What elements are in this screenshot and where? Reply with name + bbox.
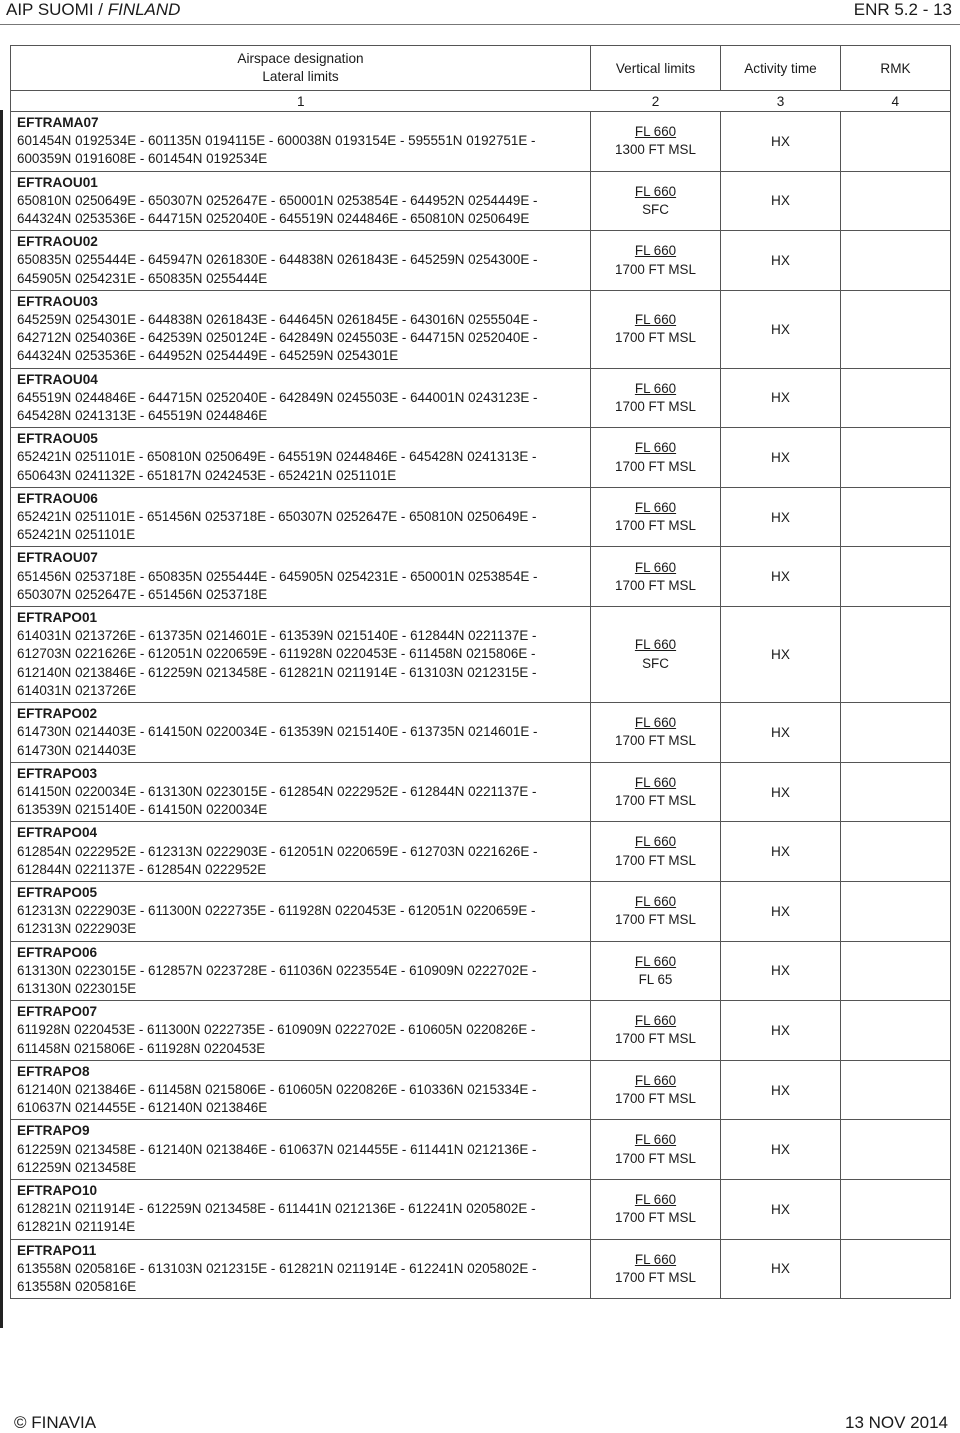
airspace-name: EFTRAOU05 [17,431,98,447]
lateral-limits: 652421N 0251101E - 650810N 0250649E - 645519N 0244846E - 645428N 0241313E - 650643N 0241132E - 651817N 0242453E - 652421N 0251101E [17,449,537,483]
airspace-cell [11,1179,591,1239]
lower-limit: 1700 FT MSL [615,1210,696,1226]
airspace-name: EFTRAPO03 [17,765,98,781]
table-row [11,171,951,231]
lower-limit: SFC [642,655,669,671]
airspace-cell [11,368,591,428]
remarks [841,762,951,822]
col-number: 2 [591,91,721,112]
upper-limit: FL 660 [634,243,677,259]
vertical-limits-cell [591,1179,721,1239]
lateral-limits: 612313N 0222903E - 611300N 0222735E - 611928N 0220453E - 612051N 0220659E - 612313N 0222903E [17,903,536,937]
col-vertical-limits: Vertical limits [591,46,721,91]
remarks [841,1120,951,1180]
remarks [841,607,951,703]
lower-limit: 1700 FT MSL [615,261,696,277]
airspace-cell [11,941,591,1001]
lateral-limits: 612854N 0222952E - 612313N 0222903E - 612051N 0220659E - 612703N 0221626E - 612844N 0221137E - 612854N 0222952E [17,843,538,877]
table-row [11,881,951,941]
remarks [841,703,951,763]
activity-time: HX [721,703,841,763]
lower-limit: 1700 FT MSL [615,733,696,749]
lateral-limits: 613558N 0205816E - 613103N 0212315E - 612821N 0211914E - 612241N 0205802E - 613558N 0205816E [17,1260,537,1294]
lateral-limits: 614031N 0213726E - 613735N 0214601E - 613539N 0215140E - 612844N 0221137E - 612703N 0221626E - 612051N 0220659E - 611928N 0220453E - 611458N 0215806E - 612140N 0213846E - 612259N 0213458E - 612821N 0211914E - 613103N 0212315E - 614031N 0213726E [17,628,537,698]
lower-limit: 1700 FT MSL [615,1091,696,1107]
airspace-name: EFTRAPO06 [17,944,98,960]
change-bar [0,110,3,1328]
vertical-limits-cell [591,171,721,231]
airspace-cell [11,290,591,368]
table-row [11,1001,951,1061]
activity-time: HX [721,762,841,822]
lateral-limits: 611928N 0220453E - 611300N 0222735E - 610909N 0222702E - 610605N 0220826E - 611458N 0215806E - 611928N 0220453E [17,1022,536,1056]
airspace-name: EFTRAOU07 [17,550,98,566]
vertical-limits-cell [591,547,721,607]
activity-time: HX [721,607,841,703]
airspace-cell [11,112,591,172]
vertical-limits-cell [591,703,721,763]
table-row [11,941,951,1001]
vertical-limits-cell [591,762,721,822]
upper-limit: FL 660 [634,440,677,456]
airspace-cell [11,487,591,547]
airspace-cell [11,547,591,607]
lower-limit: 1700 FT MSL [615,1269,696,1285]
remarks [841,231,951,291]
vertical-limits-cell [591,941,721,1001]
upper-limit: FL 660 [634,774,677,790]
table-row [11,368,951,428]
upper-limit: FL 660 [634,1013,677,1029]
upper-limit: FL 660 [634,715,677,731]
lateral-limits: 651456N 0253718E - 650835N 0255444E - 645905N 0254231E - 650001N 0253854E - 650307N 0252647E - 651456N 0253718E [17,568,538,602]
upper-limit: FL 660 [634,124,677,140]
airspace-cell [11,428,591,488]
activity-time: HX [721,112,841,172]
vertical-limits-cell [591,1120,721,1180]
activity-time: HX [721,941,841,1001]
vertical-limits-cell [591,112,721,172]
airspace-cell [11,822,591,882]
remarks [841,547,951,607]
vertical-limits-cell [591,290,721,368]
remarks [841,428,951,488]
lower-limit: FL 65 [638,971,673,987]
activity-time: HX [721,290,841,368]
page-number: ENR 5.2 - 13 [853,0,952,19]
lower-limit: 1700 FT MSL [615,1031,696,1047]
table-row [11,112,951,172]
upper-limit: FL 660 [634,834,677,850]
col-designation: Airspace designation Lateral limits [11,46,591,91]
airspace-cell [11,607,591,703]
activity-time: HX [721,171,841,231]
lateral-limits: 601454N 0192534E - 601135N 0194115E - 600038N 0193154E - 595551N 0192751E - 600359N 0191608E - 601454N 0192534E [17,133,536,167]
airspace-name: EFTRAPO01 [17,610,98,626]
activity-time: HX [721,881,841,941]
airspace-cell [11,1060,591,1120]
upper-limit: FL 660 [634,1072,677,1088]
copyright: © FINAVIA [14,1413,97,1432]
lower-limit: 1700 FT MSL [615,1150,696,1166]
remarks [841,822,951,882]
aip-title: AIP SUOMI / FINLAND [6,0,181,19]
airspace-table [10,45,951,1299]
col-number: 1 [11,91,591,112]
upper-limit: FL 660 [634,499,677,515]
table-row [11,762,951,822]
upper-limit: FL 660 [634,1192,677,1208]
table-row [11,1179,951,1239]
lateral-limits: 645519N 0244846E - 644715N 0252040E - 642849N 0245503E - 644001N 0243123E - 645428N 0241313E - 645519N 0244846E [17,389,538,424]
upper-limit: FL 660 [634,1251,677,1267]
lateral-limits: 614730N 0214403E - 614150N 0220034E - 613539N 0215140E - 613735N 0214601E - 614730N 0214403E [17,724,538,758]
lateral-limits: 650810N 0250649E - 650307N 0252647E - 650001N 0253854E - 644952N 0254449E - 644324N 0253536E - 644715N 0252040E - 645519N 0244846E - 650810N 0250649E [17,192,538,227]
vertical-limits-cell [591,428,721,488]
col-activity-time: Activity time [721,46,841,91]
lower-limit: 1300 FT MSL [615,142,696,158]
vertical-limits-cell [591,231,721,291]
airspace-name: EFTRAPO8 [17,1063,90,1079]
header-divider [0,24,960,25]
remarks [841,487,951,547]
lateral-limits: 650835N 0255444E - 645947N 0261830E - 644838N 0261843E - 645259N 0254300E - 645905N 0254231E - 650835N 0255444E [17,252,538,286]
remarks [841,1239,951,1299]
airspace-cell [11,231,591,291]
airspace-name: EFTRAPO04 [17,825,98,841]
airspace-name: EFTRAPO10 [17,1182,98,1198]
airspace-cell [11,1001,591,1061]
airspace-cell [11,1239,591,1299]
lower-limit: 1700 FT MSL [615,793,696,808]
vertical-limits-cell [591,822,721,882]
activity-time: HX [721,1060,841,1120]
table-row [11,1060,951,1120]
remarks [841,1179,951,1239]
remarks [841,171,951,231]
vertical-limits-cell [591,881,721,941]
upper-limit: FL 660 [634,894,677,910]
table-row [11,231,951,291]
vertical-limits-cell [591,487,721,547]
activity-time: HX [721,547,841,607]
remarks [841,941,951,1001]
vertical-limits-cell [591,1239,721,1299]
upper-limit: FL 660 [634,953,677,969]
lower-limit: 1700 FT MSL [615,577,696,593]
activity-time: HX [721,428,841,488]
activity-time: HX [721,1001,841,1061]
lateral-limits: 613130N 0223015E - 612857N 0223728E - 611036N 0223554E - 610909N 0222702E - 613130N 0223015E [17,962,537,996]
publication-date: 13 NOV 2014 [844,1413,948,1432]
table-row [11,1120,951,1180]
lateral-limits: 612140N 0213846E - 611458N 0215806E - 610605N 0220826E - 610336N 0215334E - 610637N 0214455E - 612140N 0213846E [17,1081,537,1116]
table-row [11,822,951,882]
table-row [11,547,951,607]
upper-limit: FL 660 [634,1132,677,1148]
activity-time: HX [721,1120,841,1180]
table-row [11,487,951,547]
vertical-limits-cell [591,1001,721,1061]
activity-time: HX [721,822,841,882]
lower-limit: 1700 FT MSL [615,852,696,868]
table-row [11,1239,951,1299]
vertical-limits-cell [591,1060,721,1120]
airspace-name: EFTRAPO9 [17,1123,90,1139]
airspace-name: EFTRAOU03 [17,293,98,309]
airspace-name: EFTRAPO11 [17,1242,97,1258]
remarks [841,368,951,428]
lower-limit: 1700 FT MSL [615,330,696,346]
activity-time: HX [721,1179,841,1239]
remarks [841,112,951,172]
table-row [11,607,951,703]
airspace-cell [11,762,591,822]
vertical-limits-cell [591,607,721,703]
remarks [841,290,951,368]
lower-limit: 1700 FT MSL [615,458,696,474]
table-row [11,703,951,763]
activity-time: HX [721,368,841,428]
airspace-name: EFTRAOU04 [17,371,98,387]
airspace-name: EFTRAMA07 [17,115,99,130]
airspace-cell [11,703,591,763]
upper-limit: FL 660 [634,183,677,199]
table-row [11,290,951,368]
lateral-limits: 612821N 0211914E - 612259N 0213458E - 611441N 0212136E - 612241N 0205802E - 612821N 0211914E [17,1201,536,1235]
airspace-cell [11,881,591,941]
remarks [841,1001,951,1061]
lower-limit: SFC [642,201,669,217]
activity-time: HX [721,231,841,291]
airspace-name: EFTRAOU01 [17,174,98,190]
lateral-limits: 612259N 0213458E - 612140N 0213846E - 610637N 0214455E - 611441N 0212136E - 612259N 0213458E [17,1141,537,1175]
airspace-cell [11,1120,591,1180]
airspace-cell [11,171,591,231]
remarks [841,1060,951,1120]
activity-time: HX [721,1239,841,1299]
lateral-limits: 652421N 0251101E - 651456N 0253718E - 650307N 0252647E - 650810N 0250649E - 652421N 0251101E [17,509,537,543]
col-number: 3 [721,91,841,112]
airspace-name: EFTRAPO05 [17,884,98,900]
lateral-limits: 614150N 0220034E - 613130N 0223015E - 612854N 0222952E - 612844N 0221137E - 613539N 0215140E - 614150N 0220034E [17,783,537,818]
col-number: 4 [841,91,951,112]
airspace-name: EFTRAPO02 [17,706,98,722]
upper-limit: FL 660 [634,637,677,653]
airspace-name: EFTRAOU02 [17,234,98,250]
airspace-name: EFTRAPO07 [17,1004,98,1020]
activity-time: HX [721,487,841,547]
col-rmk: RMK [841,46,951,91]
lower-limit: 1700 FT MSL [615,912,696,928]
table-row [11,428,951,488]
upper-limit: FL 660 [634,559,677,575]
lower-limit: 1700 FT MSL [615,518,696,534]
remarks [841,881,951,941]
lateral-limits: 645259N 0254301E - 644838N 0261843E - 644645N 0261845E - 643016N 0255504E - 642712N 0254036E - 642539N 0250124E - 642849N 0245503E - 644715N 0252040E - 644324N 0253536E - 644952N 0254449E - 645259N 0254301E [17,312,538,364]
upper-limit: FL 660 [634,312,677,328]
lower-limit: 1700 FT MSL [615,398,696,414]
vertical-limits-cell [591,368,721,428]
upper-limit: FL 660 [634,380,677,396]
airspace-name: EFTRAOU06 [17,490,98,506]
